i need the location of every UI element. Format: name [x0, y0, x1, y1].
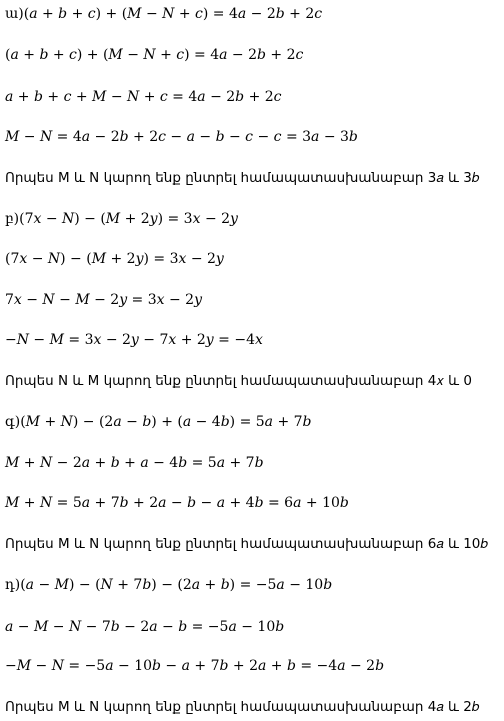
problem-b-step-3: −𝑁 − 𝑀 = 3𝑥 − 2𝑦 − 7𝑥 + 2𝑦 = −4𝑥 [5, 332, 263, 348]
problem-c-step-2: 𝑀 + 𝑁 = 5𝑎 + 7𝑏 + 2𝑎 − 𝑏 − 𝑎 + 4𝑏 = 6𝑎 + 10𝑏 [5, 495, 349, 511]
problem-b-step-2: 7𝑥 − 𝑁 − 𝑀 − 2𝑦 = 3𝑥 − 2𝑦 [5, 292, 202, 308]
problem-d-equation: դ)(𝑎 − 𝑀) − (𝑁 + 7𝑏) − (2𝑎 + 𝑏) = −5𝑎 − 10𝑏 [5, 577, 333, 593]
problem-c-equation: գ)(𝑀 + 𝑁) − (2𝑎 − 𝑏) + (𝑎 − 4𝑏) = 5𝑎 + 7𝑏 [5, 414, 312, 430]
problem-a-equation: ա)(𝑎 + 𝑏 + 𝑐) + (𝑀 − 𝑁 + 𝑐) = 4𝑎 − 2𝑏 + 2𝑐 [5, 6, 323, 22]
problem-b-answer: Որպես N և M կարող ենք ընտրել համապատասխանաբար 4𝑥 և 0 [5, 373, 473, 389]
problem-a-step-2: 𝑎 + 𝑏 + 𝑐 + 𝑀 − 𝑁 + 𝑐 = 4𝑎 − 2𝑏 + 2𝑐 [5, 89, 282, 105]
problem-d-step-1: 𝑎 − 𝑀 − 𝑁 − 7𝑏 − 2𝑎 − 𝑏 = −5𝑎 − 10𝑏 [5, 619, 285, 635]
problem-a-step-3: 𝑀 − 𝑁 = 4𝑎 − 2𝑏 + 2𝑐 − 𝑎 − 𝑏 − 𝑐 − 𝑐 = 3𝑎 − 3𝑏 [5, 129, 358, 145]
problem-d-answer: Որպես M և N կարող ենք ընտրել համապատասխանաբար 4𝑎 և 2𝑏 [5, 699, 480, 715]
problem-a-answer: Որպես M և N կարող ենք ընտրել համապատասխանաբար 3𝑎 և 3𝑏 [5, 170, 480, 186]
problem-c-answer: Որպես M և N կարող ենք ընտրել համապատասխանաբար 6𝑎 և 10𝑏 [5, 536, 488, 552]
problem-b-equation: բ)(7𝑥 − 𝑁) − (𝑀 + 2𝑦) = 3𝑥 − 2𝑦 [5, 211, 238, 227]
problem-c-step-1: 𝑀 + 𝑁 − 2𝑎 + 𝑏 + 𝑎 − 4𝑏 = 5𝑎 + 7𝑏 [5, 455, 264, 471]
problem-a-step-1: (𝑎 + 𝑏 + 𝑐) + (𝑀 − 𝑁 + 𝑐) = 4𝑎 − 2𝑏 + 2𝑐 [5, 47, 304, 63]
problem-b-step-1: (7𝑥 − 𝑁) − (𝑀 + 2𝑦) = 3𝑥 − 2𝑦 [5, 251, 224, 267]
problem-d-step-2: −𝑀 − 𝑁 = −5𝑎 − 10𝑏 − 𝑎 + 7𝑏 + 2𝑎 + 𝑏 = −4𝑎 − 2𝑏 [5, 658, 385, 674]
